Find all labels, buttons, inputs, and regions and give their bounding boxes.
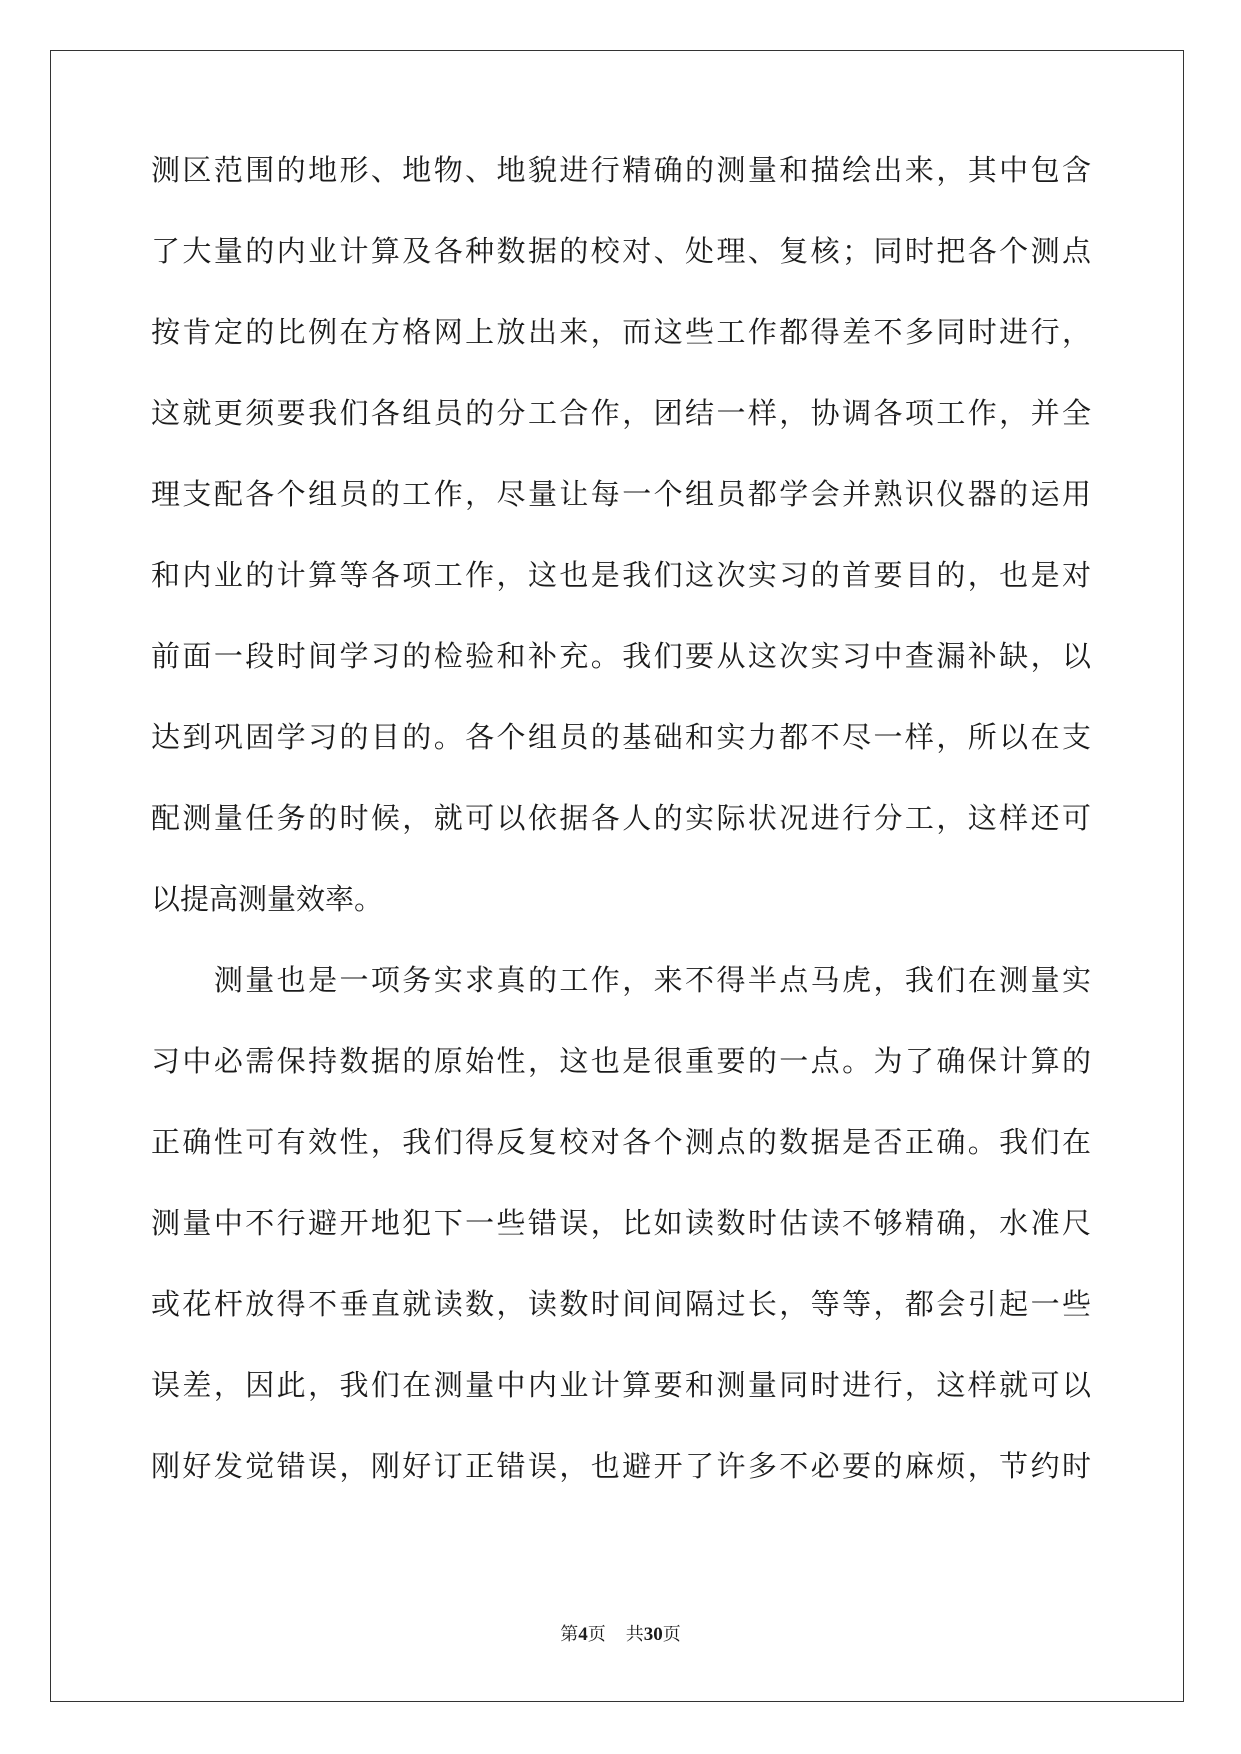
text-line: 测区范围的地形、地物、地貌进行精确的测量和描绘出来，其中包含	[151, 153, 1091, 187]
text-line: 理支配各个组员的工作，尽量让每一个组员都学会并熟识仪器的运用	[151, 477, 1091, 511]
text-line: 按肯定的比例在方格网上放出来，而这些工作都得差不多同时进行，	[151, 315, 1091, 349]
total-prefix: 共	[625, 1624, 644, 1645]
text-line: 测量中不行避开地犯下一些错误，比如读数时估读不够精确，水准尺	[151, 1206, 1091, 1240]
page-suffix: 页	[587, 1624, 606, 1645]
total-suffix: 页	[662, 1624, 681, 1645]
page-prefix: 第	[560, 1624, 579, 1645]
text-line: 测量也是一项务实求真的工作，来不得半点马虎，我们在测量实	[151, 963, 1091, 997]
text-line: 正确性可有效性，我们得反复校对各个测点的数据是否正确。我们在	[151, 1125, 1091, 1159]
text-line: 了大量的内业计算及各种数据的校对、处理、复核；同时把各个测点	[151, 234, 1091, 268]
page-number: 4	[578, 1624, 588, 1645]
text-line: 习中必需保持数据的原始性，这也是很重要的一点。为了确保计算的	[151, 1044, 1091, 1078]
text-line: 达到巩固学习的目的。各个组员的基础和实力都不尽一样，所以在支	[151, 720, 1091, 754]
text-line: 刚好发觉错误，刚好订正错误，也避开了许多不必要的麻烦，节约时	[151, 1449, 1091, 1483]
text-line: 误差，因此，我们在测量中内业计算要和测量同时进行，这样就可以	[151, 1368, 1091, 1402]
total-pages: 30	[643, 1624, 663, 1645]
page-footer	[0, 1620, 1241, 1646]
document-body	[151, 155, 1091, 1532]
text-line: 配测量任务的时候，就可以依据各人的实际状况进行分工，这样还可	[151, 801, 1091, 835]
text-line: 和内业的计算等各项工作，这也是我们这次实习的首要目的，也是对	[151, 558, 1091, 592]
text-line: 以提高测量效率。	[151, 882, 384, 916]
text-line: 这就更须要我们各组员的分工合作，团结一样，协调各项工作，并全	[151, 396, 1091, 430]
text-line: 前面一段时间学习的检验和补充。我们要从这次实习中查漏补缺，以	[151, 639, 1091, 673]
text-line: 或花杆放得不垂直就读数，读数时间间隔过长，等等，都会引起一些	[151, 1287, 1091, 1321]
